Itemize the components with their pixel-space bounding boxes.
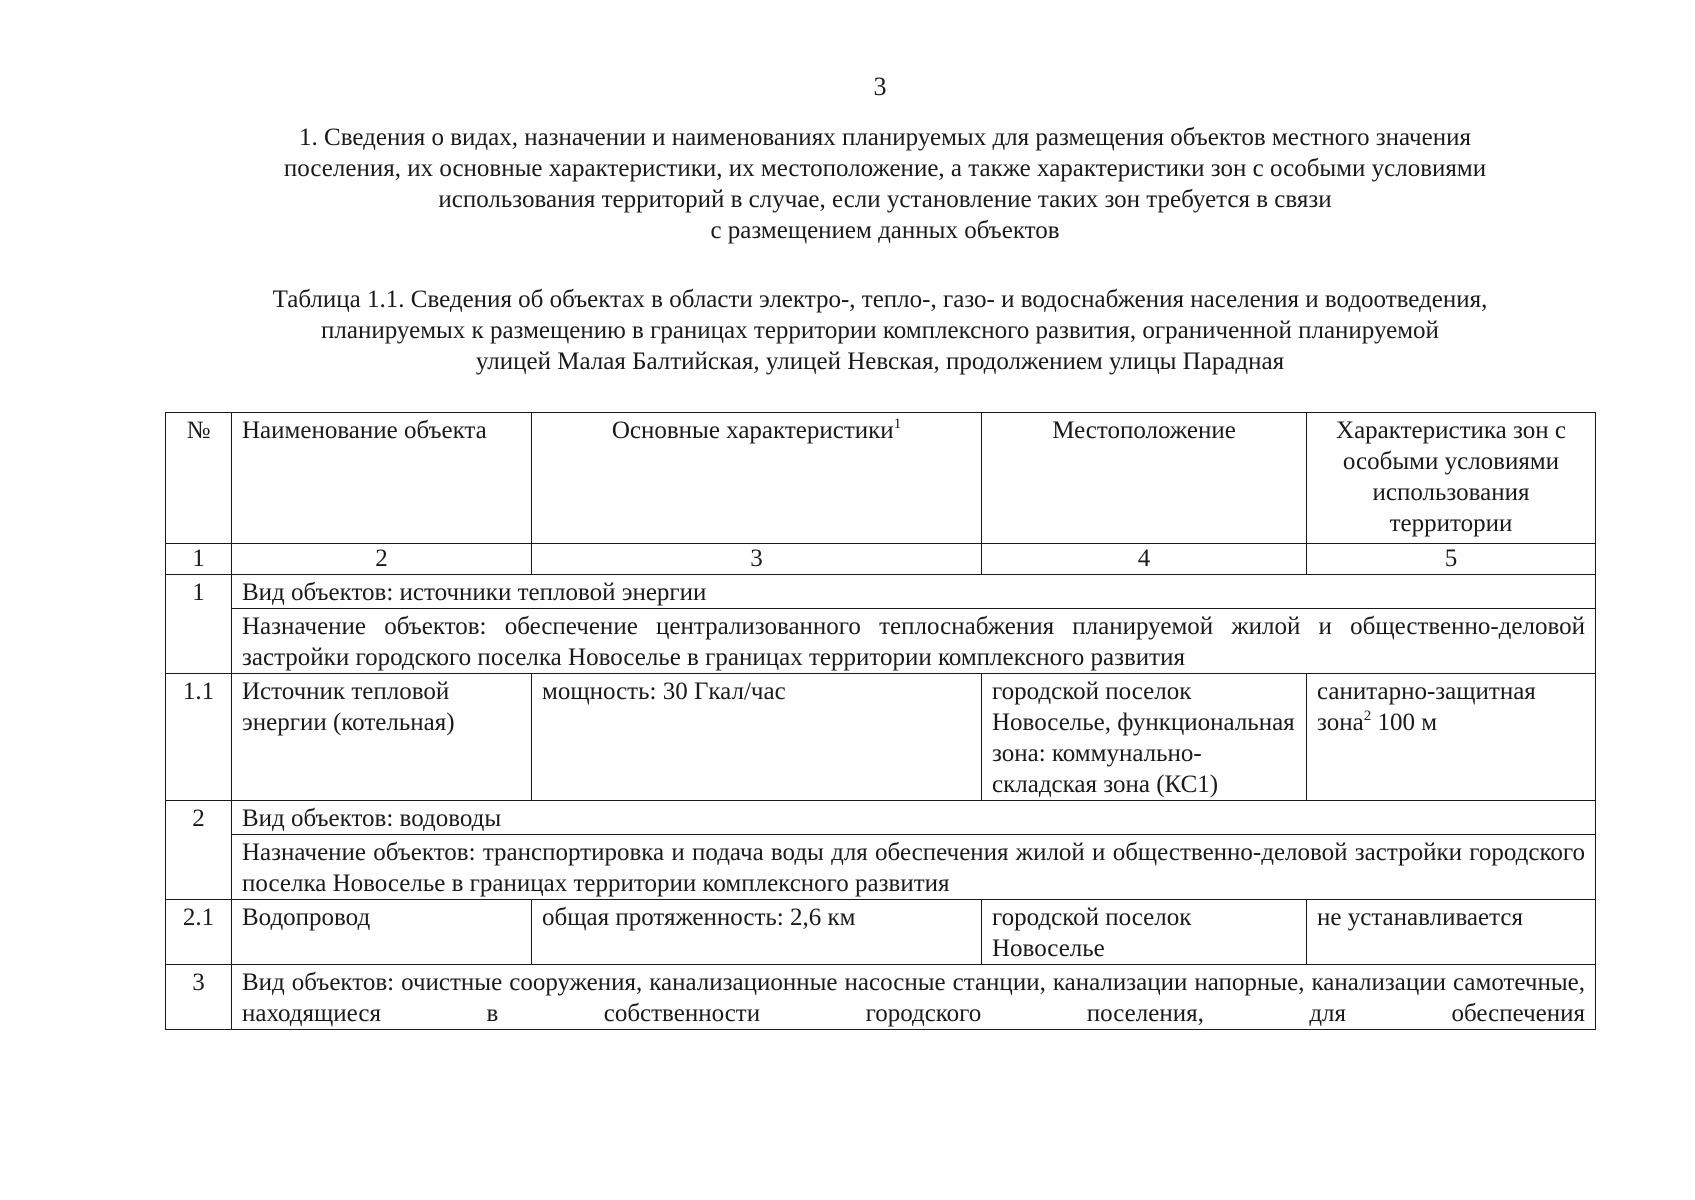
item-name: Водопровод: [232, 900, 532, 965]
column-index-cell: 1: [166, 544, 232, 575]
item-zone-tail: 100 м: [1371, 709, 1438, 736]
header-num: №: [166, 413, 232, 544]
section-heading-line: использования территорий в случае, если установление таких зон требуется в связи: [438, 186, 1332, 213]
header-characteristics-text: Основные характеристики: [611, 417, 894, 444]
section-heading-line: поселения, их основные характеристики, их местоположение, а также характеристики зон с особыми условиями: [283, 155, 1487, 182]
item-num: 2.1: [166, 900, 232, 965]
table-header-row: [166, 413, 1596, 544]
group-num: 3: [166, 965, 232, 1030]
item-location: городской поселок Новоселье: [982, 900, 1307, 965]
group-kind-row: [166, 575, 1596, 609]
group-kind: Вид объектов: водоводы: [232, 801, 1596, 835]
item-name: Источник тепловой энергии (котельная): [232, 674, 532, 801]
table-caption-line: улицей Малая Балтийская, улицей Невская, продолжением улицы Парадная: [475, 348, 1285, 375]
item-zone-text: санитарно-защитная зона: [1317, 678, 1536, 736]
column-index-row: [166, 544, 1596, 575]
header-characteristics: [532, 413, 982, 544]
group-kind-row: [166, 965, 1596, 1030]
group-purpose: Назначение объектов: обеспечение централизованного теплоснабжения планируемой жилой и общественно-деловой застройки городского поселка Новоселье в границах территории комплексного развития: [232, 609, 1596, 674]
header-name: Наименование объекта: [232, 413, 532, 544]
item-zone: не устанавливается: [1307, 900, 1596, 965]
column-index-cell: 2: [232, 544, 532, 575]
item-characteristics: общая протяженность: 2,6 км: [532, 900, 982, 965]
table-caption-line: планируемых к размещению в границах территории комплексного развития, ограниченной планируемой: [321, 317, 1439, 344]
section-heading-line: с размещением данных объектов: [710, 217, 1060, 244]
group-num: 1: [166, 575, 232, 674]
section-heading-line: 1. Сведения о видах, назначении и наименованиях планируемых для размещения объектов местного значения: [299, 124, 1471, 151]
group-kind-row: [166, 801, 1596, 835]
table-caption: [180, 284, 1580, 377]
column-index-cell: 4: [982, 544, 1307, 575]
column-index-cell: 5: [1307, 544, 1596, 575]
section-heading: [190, 122, 1580, 246]
page-number: 3: [873, 72, 887, 101]
item-location: городской поселок Новоселье, функциональная зона: коммунально-складская зона (КС1): [982, 674, 1307, 801]
group-kind: Вид объектов: источники тепловой энергии: [232, 575, 1596, 609]
objects-table: [165, 412, 1596, 1030]
item-num: 1.1: [166, 674, 232, 801]
table-row: [166, 900, 1596, 965]
header-location: Местоположение: [982, 413, 1307, 544]
item-zone: [1307, 674, 1596, 801]
group-num: 2: [166, 801, 232, 900]
table-row: [166, 674, 1596, 801]
footnote-marker: 1: [893, 416, 902, 432]
header-zones: Характеристика зон с особыми условиями использования территории: [1307, 413, 1596, 544]
group-purpose-row: [166, 609, 1596, 674]
group-kind: Вид объектов: очистные сооружения, канализационные насосные станции, канализации напорные, канализации самотечные, находящиеся в собственности городского поселения, для обеспечения: [232, 965, 1596, 1030]
item-characteristics: мощность: 30 Гкал/час: [532, 674, 982, 801]
column-index-cell: 3: [532, 544, 982, 575]
footnote-marker: 2: [1363, 708, 1372, 724]
group-purpose-row: [166, 835, 1596, 900]
group-purpose: Назначение объектов: транспортировка и подача воды для обеспечения жилой и общественно-деловой застройки городского поселка Новоселье в границах территории комплексного развития: [232, 835, 1596, 900]
table-caption-line: Таблица 1.1. Сведения об объектах в области электро-, тепло-, газо- и водоснабжения населения и водоотведения,: [272, 286, 1488, 313]
